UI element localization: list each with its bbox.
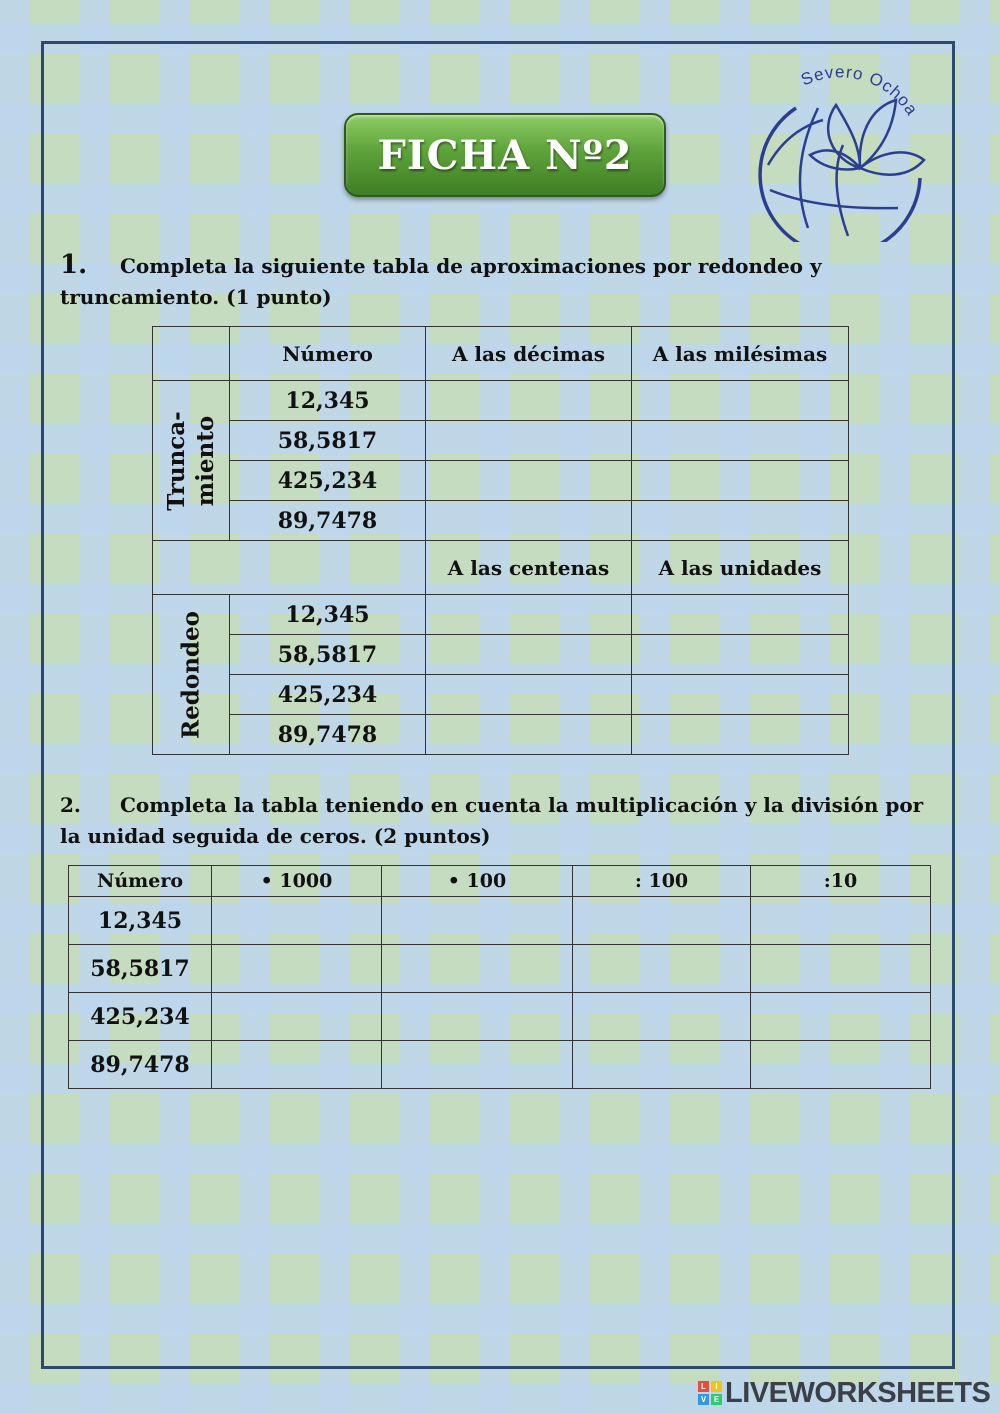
answer-cell[interactable]: [632, 381, 849, 421]
logo-square: V: [698, 1394, 709, 1405]
header-centenas: A las centenas: [426, 541, 632, 595]
number-cell: 89,7478: [230, 715, 426, 755]
header-times-1000: • 1000: [212, 866, 382, 897]
answer-cell[interactable]: [382, 897, 573, 945]
answer-cell[interactable]: [573, 993, 751, 1041]
answer-cell[interactable]: [212, 897, 382, 945]
redondeo-cell: [153, 595, 230, 755]
table-row: [153, 635, 849, 675]
multiplication-table: [68, 865, 931, 1089]
worksheet-title: FICHA Nº2: [344, 113, 666, 197]
table-row: [69, 897, 931, 945]
answer-cell[interactable]: [382, 945, 573, 993]
answer-cell[interactable]: [426, 461, 632, 501]
answer-cell[interactable]: [426, 421, 632, 461]
question-1-number: 1.: [60, 250, 88, 280]
number-cell: 12,345: [230, 381, 426, 421]
header-numero: Número: [230, 327, 426, 381]
table-row: [153, 381, 849, 421]
number-cell: 89,7478: [230, 501, 426, 541]
answer-cell[interactable]: [382, 993, 573, 1041]
answer-cell[interactable]: [426, 595, 632, 635]
table-row: [153, 501, 849, 541]
number-cell: 12,345: [230, 595, 426, 635]
answer-cell[interactable]: [426, 635, 632, 675]
truncamiento-label: Trunca- miento: [163, 410, 219, 511]
table-row: [69, 945, 931, 993]
table-row: [153, 421, 849, 461]
header-decimas: A las décimas: [426, 327, 632, 381]
answer-cell[interactable]: [212, 945, 382, 993]
number-cell: 12,345: [69, 897, 212, 945]
answer-cell[interactable]: [751, 993, 931, 1041]
answer-cell[interactable]: [212, 1041, 382, 1089]
number-cell: 58,5817: [230, 421, 426, 461]
logo-square: L: [698, 1381, 709, 1392]
answer-cell[interactable]: [632, 595, 849, 635]
table-row: [69, 993, 931, 1041]
rounding-table: [152, 326, 849, 755]
number-cell: 425,234: [69, 993, 212, 1041]
number-cell: 58,5817: [69, 945, 212, 993]
question-1: [60, 250, 940, 313]
number-cell: 425,234: [230, 461, 426, 501]
question-2-text: Completa la tabla teniendo en cuenta la multiplicación y la división por la unidad seguida de ceros. (2 puntos): [60, 793, 924, 848]
header-div-100: : 100: [573, 866, 751, 897]
answer-cell[interactable]: [426, 381, 632, 421]
liveworksheets-text: LIVEWORKSHEETS: [725, 1376, 991, 1409]
answer-cell[interactable]: [632, 421, 849, 461]
table-row: [69, 1041, 931, 1089]
answer-cell[interactable]: [573, 1041, 751, 1089]
liveworksheets-logo[interactable]: [698, 1378, 990, 1408]
header-numero: Número: [69, 866, 212, 897]
empty-header-cell: [153, 541, 426, 595]
answer-cell[interactable]: [632, 635, 849, 675]
answer-cell[interactable]: [632, 501, 849, 541]
truncamiento-cell: [153, 381, 230, 541]
redondeo-header-row: [153, 541, 849, 595]
header-milesimas: A las milésimas: [632, 327, 849, 381]
number-cell: 425,234: [230, 675, 426, 715]
answer-cell[interactable]: [751, 1041, 931, 1089]
answer-cell[interactable]: [632, 715, 849, 755]
question-2: [60, 790, 940, 852]
table-row: [153, 595, 849, 635]
answer-cell[interactable]: [751, 897, 931, 945]
header-unidades: A las unidades: [632, 541, 849, 595]
answer-cell[interactable]: [751, 945, 931, 993]
logo-square: E: [711, 1394, 722, 1405]
empty-header-cell: [153, 327, 230, 381]
liveworksheets-icon: [698, 1381, 722, 1405]
answer-cell[interactable]: [382, 1041, 573, 1089]
header-times-100: • 100: [382, 866, 573, 897]
logo-text: Severo Ochoa: [798, 62, 922, 120]
number-cell: 58,5817: [230, 635, 426, 675]
question-2-number: 2.: [60, 793, 81, 817]
answer-cell[interactable]: [426, 501, 632, 541]
answer-cell[interactable]: [426, 715, 632, 755]
severo-ochoa-logo: [748, 60, 930, 242]
rounding-table-header: [153, 327, 849, 381]
table-row: [153, 461, 849, 501]
table-row: [153, 675, 849, 715]
answer-cell[interactable]: [426, 675, 632, 715]
redondeo-label: Redondeo: [177, 610, 205, 739]
logo-square: I: [711, 1381, 722, 1392]
answer-cell[interactable]: [573, 945, 751, 993]
number-cell: 89,7478: [69, 1041, 212, 1089]
multiplication-table-header: [69, 866, 931, 897]
answer-cell[interactable]: [632, 461, 849, 501]
header-div-10: :10: [751, 866, 931, 897]
answer-cell[interactable]: [212, 993, 382, 1041]
answer-cell[interactable]: [632, 675, 849, 715]
question-1-text: Completa la siguiente tabla de aproximaciones por redondeo y truncamiento. (1 punto): [60, 254, 822, 309]
table-row: [153, 715, 849, 755]
answer-cell[interactable]: [573, 897, 751, 945]
